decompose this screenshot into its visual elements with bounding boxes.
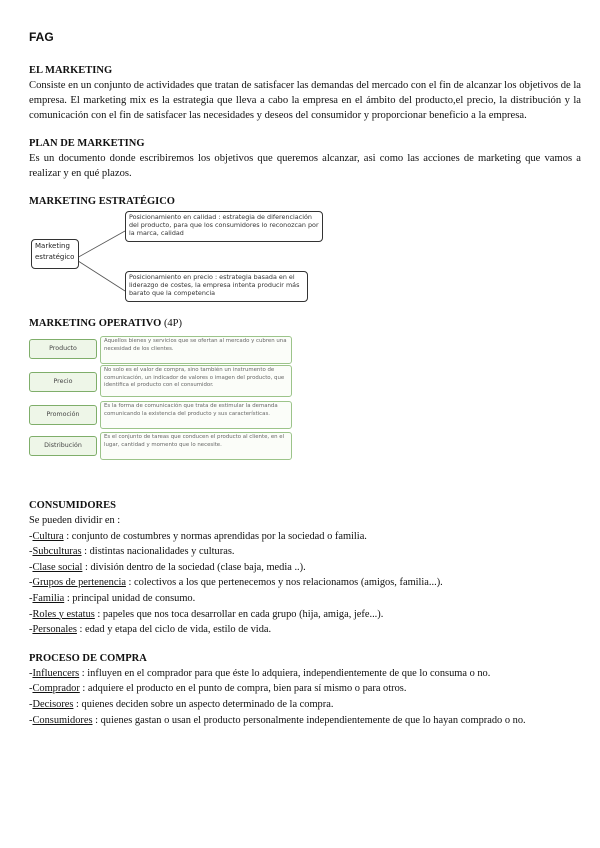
estrategico-branch-calidad: Posicionamiento en calidad : estrategia de diferenciación del producto, para que los consumidores lo reconozcan por la marca, calidad [125,211,323,242]
estrategico-branch-precio: Posicionamiento en precio : estrategia basada en el liderazgo de costes, la empresa intenta producir más barato que la competencia [125,271,308,302]
list-desc: : distintas nacionalidades y culturas. [81,546,235,558]
op-label-producto: Producto [29,339,97,359]
list-term: Comprador [32,683,80,695]
operativo-heading-suffix: (4P) [163,318,183,329]
op-desc-promocion: Es la forma de comunicación que trata de estimular la demanda comunicando la existencia del producto y sus características. [100,401,292,429]
marketing-text: Consiste en un conjunto de actividades que tratan de satisfacer las demandas del mercado con el fin de alcanzar los objetivos de la empresa. El marketing mix es la estrategia que lleva a cabo la empresa en el ámbito del producto,el precio, la distribución y la comunicación con el fin de satisfacer las necesidades y deseos del consumidor y proporcionar beneficio a la empresa. [29,80,581,121]
document-page [29,30,581,742]
list-item: -Consumidores : quienes gastan o usan el producto personalmente independientemente de que lo hayan comprado o no. [29,714,526,726]
list-desc: : quienes gastan o usan el producto personalmente independientemente de que lo hayan comprado o no. [92,714,526,726]
operativo-heading [29,317,581,331]
list-item: -Influencers : influyen en el comprador para que éste lo adquiera, independientemente de que lo consuma o no. [29,667,491,679]
list-term: Decisores [32,698,74,710]
list-item: -Comprador : adquiere el producto en el punto de compra, bien para sí mismo o para otros. [29,683,407,695]
list-term: Familia [32,592,65,604]
list-desc: : edad y etapa del ciclo de vida, estilo de vida. [76,624,272,636]
list-item: -Personales : edad y etapa del ciclo de vida, estilo de vida. [29,624,272,636]
consumidores-heading: CONSUMIDORES [29,500,116,511]
list-item: -Familia : principal unidad de consumo. [29,592,196,604]
section-marketing [29,64,581,123]
list-item: -Decisores : quienes deciden sobre un aspecto determinado de la compra. [29,698,334,710]
op-label-precio: Precio [29,372,97,392]
list-desc: : colectivos a los que pertenecemos y nos relacionamos (amigos, familia...). [125,577,443,589]
estrategico-root-node: Marketing estratégico [31,239,79,269]
page-title: FAG [29,30,54,44]
list-desc: : principal unidad de consumo. [64,592,196,604]
list-item: -Clase social : división dentro de la sociedad (clase baja, media ..). [29,561,306,573]
op-label-distribucion: Distribución [29,436,97,456]
list-item: -Grupos de pertenencia : colectivos a los que pertenecemos y nos relacionamos (amigos, familia...). [29,577,443,589]
op-label-promocion: Promoción [29,405,97,425]
list-term: Grupos de pertenencia [32,577,126,589]
estrategico-heading: MARKETING ESTRATÉGICO [29,196,175,207]
marketing-heading: EL MARKETING [29,65,113,76]
op-desc-producto: Aquellos bienes y servicios que se ofertan al mercado y cubren una necesidad de los clientes. [100,336,292,364]
section-estrategico [29,195,581,313]
list-item: -Roles y estatus : papeles que nos toca desarrollar en cada grupo (hija, amiga, jefe...). [29,608,384,620]
operativo-diagram [29,339,581,459]
list-desc: : influyen en el comprador para que éste lo adquiera, independientemente de que lo consuma o no. [79,667,491,679]
list-item: -Cultura : conjunto de costumbres y normas aprendidas por la sociedad o familia. [29,530,367,542]
plan-heading: PLAN DE MARKETING [29,138,145,149]
operativo-heading-text: MARKETING OPERATIVO [29,318,162,329]
op-desc-distribucion: Es el conjunto de tareas que conducen el producto al cliente, en el lugar, cantidad y momento que lo necesite. [100,432,292,460]
list-desc: : papeles que nos toca desarrollar en cada grupo (hija, amiga, jefe...). [94,608,384,620]
list-term: Influencers [32,667,80,679]
list-term: Cultura [32,530,64,542]
section-operativo [29,317,581,459]
list-term: Consumidores [32,714,93,726]
list-term: Subculturas [32,546,82,558]
list-desc: : adquiere el producto en el punto de compra, bien para sí mismo o para otros. [79,683,407,695]
section-proceso [29,652,581,728]
estrategico-diagram [29,211,581,313]
section-plan [29,137,581,181]
list-desc: : quienes deciden sobre un aspecto determinado de la compra. [73,698,334,710]
list-term: Clase social [32,561,83,573]
list-item: -Subculturas : distintas nacionalidades y culturas. [29,546,235,558]
list-desc: : conjunto de costumbres y normas aprendidas por la sociedad o familia. [63,530,367,542]
op-desc-precio: No solo es el valor de compra, sino también un instrumento de comunicación, un indicador de valores o imagen del producto, que identifica el producto con el consumidor. [100,365,292,397]
list-desc: : división dentro de la sociedad (clase baja, media ..). [82,561,306,573]
plan-text: Es un documento donde escribiremos los objetivos que queremos alcanzar, asi como las acciones de marketing que vamos a realizar y en qué plazos. [29,153,581,179]
consumidores-intro: Se pueden dividir en : [29,515,121,526]
proceso-heading: PROCESO DE COMPRA [29,652,147,664]
list-term: Roles y estatus [32,608,95,620]
list-term: Personales [32,624,77,636]
section-consumidores [29,499,581,638]
